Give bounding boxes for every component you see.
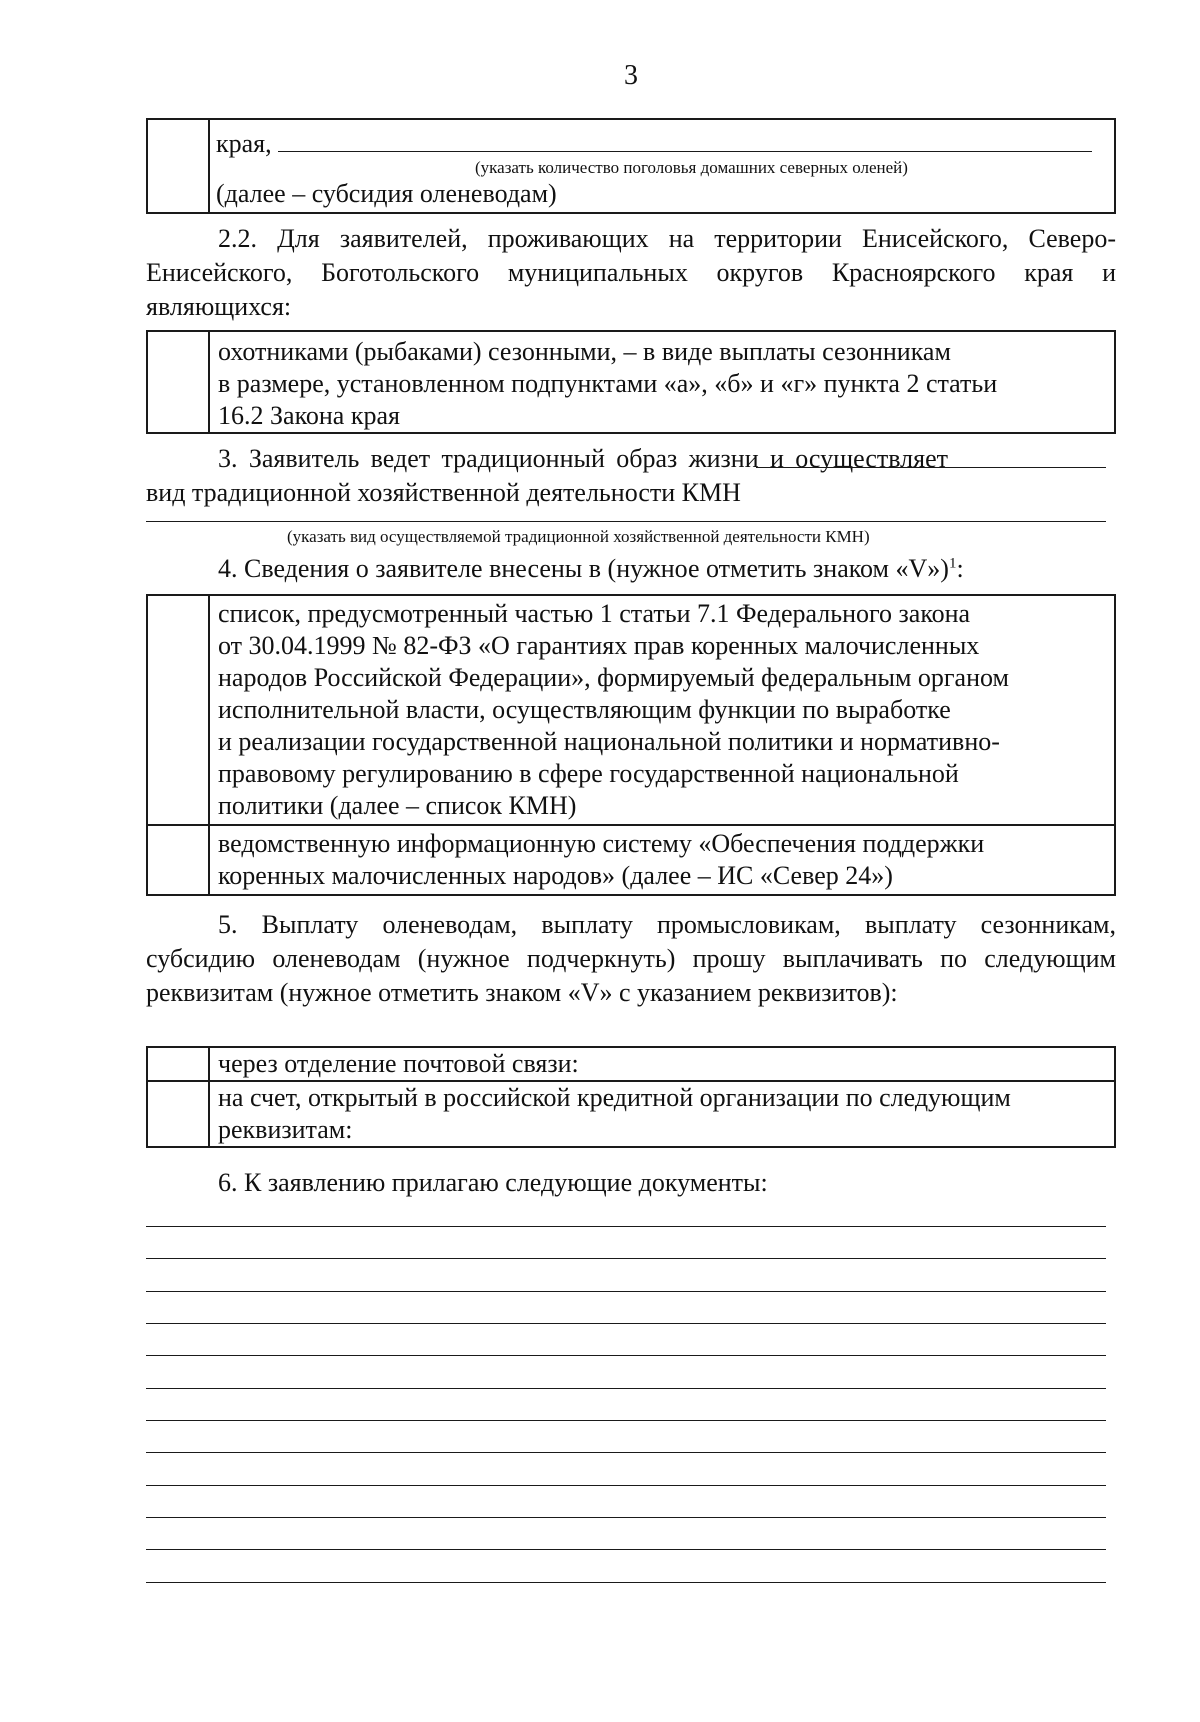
option-line: охотниками (рыбаками) сезонными, – в виде выплаты сезонникам bbox=[218, 337, 951, 366]
subsidy-definition-text: (далее – субсидия оленеводам) bbox=[216, 179, 557, 208]
is-sever-24-option bbox=[209, 825, 1115, 895]
section-6-text: 6. К заявлению прилагаю следующие документы: bbox=[218, 1168, 768, 1197]
section-5-text: 5. Выплату оленеводам, выплату промысловикам, выплату сезонникам, субсидию оленеводам (нужное подчеркнуть) прошу выплачивать по следующим реквизитам (нужное отметить знаком «V» с указанием реквизитов): bbox=[146, 910, 1116, 1007]
activity-field-line[interactable] bbox=[146, 521, 1106, 522]
registry-options-table bbox=[146, 594, 1116, 896]
option-line: коренных малочисленных народов» (далее – ИС «Север 24») bbox=[218, 861, 893, 890]
kmn-list-option bbox=[209, 595, 1115, 825]
checkbox-cell[interactable] bbox=[147, 825, 209, 895]
documents-line[interactable] bbox=[146, 1355, 1106, 1356]
option-line: от 30.04.1999 № 82-ФЗ «О гарантиях прав коренных малочисленных bbox=[218, 631, 980, 660]
reindeer-count-field[interactable] bbox=[278, 125, 1092, 152]
footnote-mark: 1 bbox=[948, 555, 957, 572]
section-4-colon: : bbox=[956, 554, 964, 583]
reindeer-subsidy-table bbox=[146, 118, 1116, 214]
checkbox-cell[interactable] bbox=[147, 331, 209, 433]
postal-option bbox=[209, 1047, 1115, 1081]
region-text: края, bbox=[216, 129, 272, 158]
section-2-2-text: 2.2. Для заявителей, проживающих на территории Енисейского, Северо-Енисейского, Боготольского муниципальных округов Красноярского края и являющихся: bbox=[146, 224, 1116, 321]
option-line: список, предусмотренный частью 1 статьи 7.1 Федерального закона bbox=[218, 599, 971, 628]
documents-line[interactable] bbox=[146, 1452, 1106, 1453]
seasonal-hunters-table bbox=[146, 330, 1116, 434]
option-line: исполнительной власти, осуществляющим функции по выработке bbox=[218, 695, 951, 724]
payment-options-table bbox=[146, 1046, 1116, 1148]
activity-field[interactable] bbox=[756, 467, 1106, 468]
option-line: политики (далее – список КМН) bbox=[218, 791, 577, 820]
option-line: в размере, установленном подпунктами «а», «б» и «г» пункта 2 статьи bbox=[218, 369, 998, 398]
option-line: правовому регулированию в сфере государственной национальной bbox=[218, 759, 959, 788]
documents-line[interactable] bbox=[146, 1291, 1106, 1292]
reindeer-subsidy-cell bbox=[209, 119, 1115, 213]
checkbox-cell[interactable] bbox=[147, 1081, 209, 1147]
documents-line[interactable] bbox=[146, 1388, 1106, 1389]
option-line: реквизитам: bbox=[218, 1115, 353, 1144]
option-line: через отделение почтовой связи: bbox=[218, 1049, 579, 1078]
documents-line[interactable] bbox=[146, 1420, 1106, 1421]
option-line: 16.2 Закона края bbox=[218, 401, 400, 430]
reindeer-count-caption: (указать количество поголовья домашних северных оленей) bbox=[475, 158, 908, 177]
option-line: ведомственную информационную систему «Обеспечения поддержки bbox=[218, 829, 985, 858]
documents-line[interactable] bbox=[146, 1226, 1106, 1227]
documents-line[interactable] bbox=[146, 1549, 1106, 1550]
documents-line[interactable] bbox=[146, 1485, 1106, 1486]
page-number: 3 bbox=[624, 60, 638, 91]
option-line: и реализации государственной национальной политики и нормативно- bbox=[218, 727, 1000, 756]
checkbox-cell[interactable] bbox=[147, 1047, 209, 1081]
documents-line[interactable] bbox=[146, 1323, 1106, 1324]
activity-caption: (указать вид осуществляемой традиционной хозяйственной деятельности КМН) bbox=[287, 527, 870, 546]
documents-line[interactable] bbox=[146, 1582, 1106, 1583]
bank-account-option bbox=[209, 1081, 1115, 1147]
section-3-text: 3. Заявитель ведет традиционный образ жизни и осуществляет вид традиционной хозяйственной деятельности КМН bbox=[146, 444, 948, 507]
checkbox-cell[interactable] bbox=[147, 119, 209, 213]
checkbox-cell[interactable] bbox=[147, 595, 209, 825]
documents-line[interactable] bbox=[146, 1258, 1106, 1259]
option-line: народов Российской Федерации», формируемый федеральным органом bbox=[218, 663, 1009, 692]
seasonal-hunters-cell bbox=[209, 331, 1115, 433]
section-4-text bbox=[218, 552, 964, 586]
section-4-heading: 4. Сведения о заявителе внесены в (нужное отметить знаком «V») bbox=[218, 554, 949, 583]
documents-line[interactable] bbox=[146, 1517, 1106, 1518]
option-line: на счет, открытый в российской кредитной организации по следующим bbox=[218, 1083, 1011, 1112]
